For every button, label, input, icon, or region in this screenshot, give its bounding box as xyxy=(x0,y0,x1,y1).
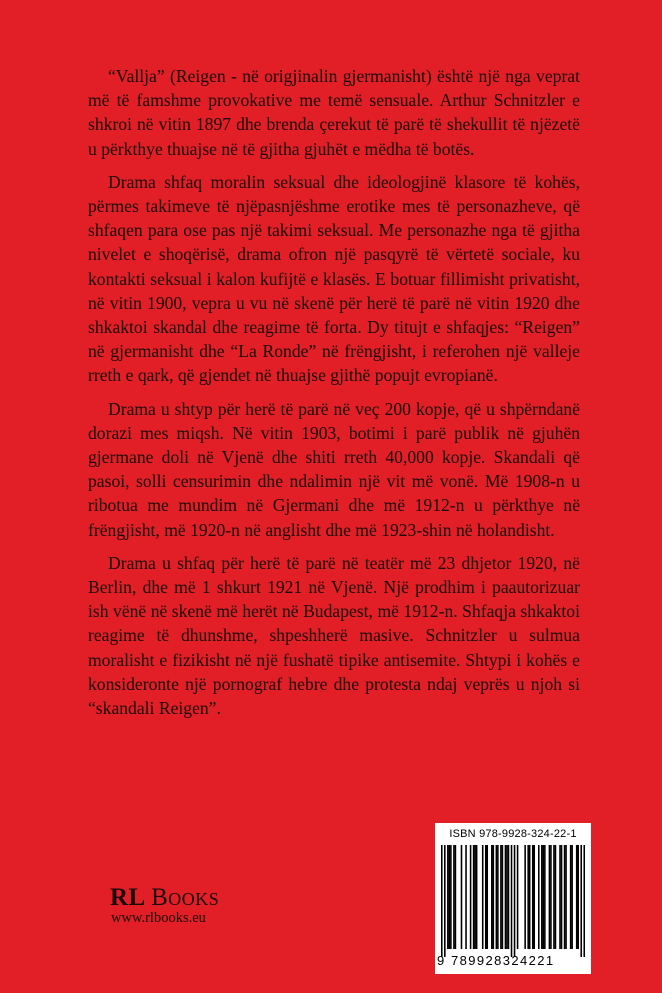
barcode-bar xyxy=(473,845,475,949)
barcode-bar xyxy=(553,845,555,949)
barcode-bar xyxy=(461,845,463,949)
barcode-bar xyxy=(565,845,567,949)
barcode-bar xyxy=(465,845,467,949)
barcode-bar xyxy=(500,845,502,949)
barcode-bar xyxy=(580,845,582,957)
publisher-logo-books: Books xyxy=(151,884,220,911)
barcode-bar xyxy=(514,845,516,957)
barcode-bar xyxy=(491,845,493,949)
barcode-bar xyxy=(529,845,531,949)
barcode-bar xyxy=(453,845,455,949)
blurb-paragraph-2: Drama shfaq moralin seksual dhe ideologjinë klasore të kohës, përmes takimeve të njëpasnjëshme erotike mes të personazheve, që shfaqen para ose pas një takimi seksual. Me personazhe nga të gjitha nivelet e shoqërisë, drama ofron një pasqyrë të vërtetë sociale, ku kontakti seksual i kalon kufijtë e klasës. E botuar fillimisht privatisht, në vitin 1900, vepra u vu në skenë për herë të parë në vitin 1920 dhe shkaktoi skandal dhe reagime të forta. Dy titujt e shfaqjes: “Reigen” në gjermanisht dhe “La Ronde” në frëngjisht, i referohen një valleje rreth e qark, që gjendet në thuajse gjithë popujt evropianë. xyxy=(88,171,580,386)
barcode-bar xyxy=(532,845,534,949)
barcode-bar xyxy=(496,845,498,949)
barcode-bar xyxy=(470,845,472,949)
barcode-bar xyxy=(543,845,545,949)
barcode-bar xyxy=(577,845,579,949)
barcode-bar xyxy=(506,845,508,949)
barcode-bar xyxy=(482,845,484,949)
barcode-image xyxy=(441,845,585,957)
barcode-bar xyxy=(561,845,563,949)
barcode-bar xyxy=(564,845,566,949)
isbn-barcode-box xyxy=(435,823,591,974)
barcode-bar xyxy=(559,845,561,949)
blurb-paragraph-4: Drama u shfaq për herë të parë në teatër më 23 dhjetor 1920, në Berlin, dhe më 1 shkurt 1921 në Vjenë. Një prodhim i paautorizuar ish vënë në skenë më herët në Budapest, më 1912-n. Shfaqja shkaktoi reagime të dhunshme, shpeshherë masive. Schnitzler u sulmua moralisht e fizikisht në një fushatë tipike antisemite. Shtypi i kohës e konsideronte një pornograf hebre dhe protesta ndaj veprës u njoh si “skandali Reigen”. xyxy=(88,552,580,719)
blurb-paragraph-3: Drama u shtyp për herë të parë në veç 200 kopje, që u shpërndanë dorazi mes miqsh. Në vitin 1903, botimi i parë publik në gjuhën gjermane doli në Vjenë dhe shiti rreth 40,000 kopje. Skandali që pasoi, solli censurimin dhe ndalimin një vit më vonë. Më 1908-n u ribotua me mundim në Gjermani dhe më 1912-n u përkthye në frëngjisht, më 1920-n në anglisht dhe më 1923-shin në holandisht. xyxy=(88,398,580,540)
barcode-bar xyxy=(550,845,552,949)
publisher-logo-rl: RL xyxy=(110,884,145,911)
barcode-bar xyxy=(544,845,546,949)
barcode-bar xyxy=(555,845,557,949)
barcode-bar xyxy=(502,845,504,949)
barcode-bar xyxy=(474,845,476,949)
isbn-label: ISBN 978-9928-324-22-1 xyxy=(449,828,577,840)
barcode-first-digit: 9 xyxy=(437,953,446,968)
barcode-bar xyxy=(476,845,478,949)
publisher-logo xyxy=(110,884,219,927)
barcode-bar xyxy=(571,845,573,949)
barcode-bar xyxy=(541,845,543,949)
publisher-url: www.rlbooks.eu xyxy=(111,910,206,926)
barcode-bar xyxy=(449,845,451,949)
barcode-bar xyxy=(576,845,578,949)
barcode-bar xyxy=(517,845,519,949)
barcode-bar xyxy=(450,845,452,949)
barcode-bar xyxy=(497,845,499,949)
barcode-bar xyxy=(485,845,487,949)
barcode-bar xyxy=(505,845,507,949)
barcode-bar xyxy=(533,845,535,949)
publisher-name xyxy=(110,884,219,912)
barcode-bar xyxy=(444,845,446,957)
barcode-bar xyxy=(527,845,529,949)
barcode-bar xyxy=(493,845,495,949)
barcode-bar xyxy=(511,845,513,957)
barcode-digits: 789928324221 xyxy=(451,953,555,968)
barcode-bar xyxy=(583,845,585,957)
barcode-bar xyxy=(524,845,526,949)
barcode-bar xyxy=(455,845,457,949)
back-cover-blurb xyxy=(88,64,580,720)
barcode-bar xyxy=(538,845,540,949)
blurb-paragraph-1: “Vallja” (Reigen - në origjinalin gjermanisht) është një nga veprat më të famshme provokative me temë sensuale. Arthur Schnitzler e shkroi në vitin 1897 dhe brenda çerekut të parë të shekullit të njëzetë u përkthye thuajse në të gjitha gjuhët e mëdha të botës. xyxy=(88,66,580,159)
barcode-bar xyxy=(508,845,510,949)
barcode-bar xyxy=(549,845,551,949)
barcode-bar xyxy=(486,845,488,949)
barcode-bar xyxy=(447,845,449,949)
barcode-bar xyxy=(570,845,572,949)
barcode-bar xyxy=(441,845,443,957)
